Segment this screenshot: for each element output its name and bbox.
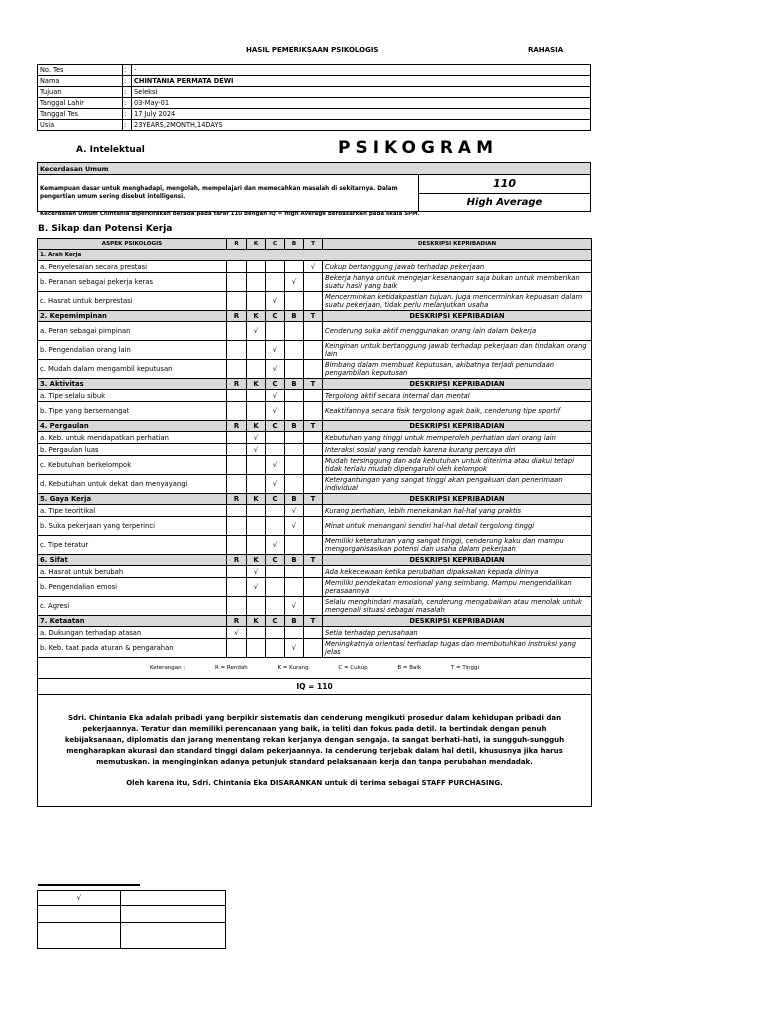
aspect-description: Tergolong aktif secara internal dan mental [323, 390, 592, 402]
identity-value: - [132, 65, 591, 76]
aspect-label: c. Tipe teratur [38, 536, 227, 555]
aspect-description: Kebutuhan yang tinggi untuk memperoleh perhatian dari orang lain [323, 432, 592, 444]
aspect-description: Meningkatnya orientasi terhadap tugas dan membutuhkan instruksi yang jelas [323, 639, 592, 658]
group-column-c: C [266, 311, 285, 322]
group-name: 4. Pergaulan [38, 421, 227, 432]
rating-cell-t [304, 505, 323, 517]
legend-t: T = Tinggi [450, 665, 480, 671]
check-mark-icon: √ [247, 322, 266, 341]
identity-table [37, 64, 591, 131]
check-mark-icon: √ [285, 505, 304, 517]
psychogram-table [37, 238, 592, 807]
rating-cell-r [227, 639, 247, 658]
group-column-deskripsi: DESKRIPSI KEPRIBADIAN [323, 616, 592, 627]
rating-cell-k [247, 639, 266, 658]
aspect-description: Setia terhadap perusahaan [323, 627, 592, 639]
aspect-row [38, 639, 592, 658]
intelligence-description: Kemampuan dasar untuk menghadapi, mengolah, mempelajari dan memecahkan masalah di sekitarnya. Dalam pengertian umum sering disebut intelligensi. [38, 175, 419, 212]
rating-cell-r [227, 456, 247, 475]
rating-cell-r [227, 505, 247, 517]
iq-score: 110 [419, 175, 591, 194]
group-column-deskripsi: DESKRIPSI KEPRIBADIAN [323, 421, 592, 432]
identity-row [38, 98, 591, 109]
rating-cell-b [285, 475, 304, 494]
identity-separator: : [123, 109, 132, 120]
rating-cell-t [304, 322, 323, 341]
rating-cell-b [285, 566, 304, 578]
aspect-row [38, 444, 592, 456]
rating-cell-c [266, 322, 285, 341]
group-column-r: R [227, 311, 247, 322]
aspect-label: a. Hasrat untuk berubah [38, 566, 227, 578]
aspect-label: c. Hasrat untuk berprestasi [38, 292, 227, 311]
rating-cell-r [227, 261, 247, 273]
rating-cell-b [285, 322, 304, 341]
identity-label: Nama [38, 76, 123, 87]
group-header-row [38, 616, 592, 627]
rating-cell-k [247, 360, 266, 379]
signature-cell [38, 906, 121, 923]
aspect-description: Memiliki keteraturan yang sangat tinggi, cenderung kaku dan mampu mengorganisasikan potensi dan usaha dalam pekerjaan [323, 536, 592, 555]
identity-label: No. Tes [38, 65, 123, 76]
group-column-b: B [285, 379, 304, 390]
aspect-label: a. Dukungan terhadap atasan [38, 627, 227, 639]
aspect-label: a. Penyelesaian secara prestasi [38, 261, 227, 273]
rating-cell-t [304, 432, 323, 444]
aspect-description: Ada kekecewaan ketika perubahan dipaksakan kepada dirinya [323, 566, 592, 578]
group-header-row [38, 311, 592, 322]
legend-row [38, 658, 592, 679]
rating-cell-c [266, 517, 285, 536]
identity-separator: : [123, 120, 132, 131]
rating-cell-k [247, 627, 266, 639]
rating-cell-k [247, 292, 266, 311]
signature-cell [121, 906, 226, 923]
aspect-description: Cukup bertanggung jawab terhadap pekerjaan [323, 261, 592, 273]
check-mark-icon: √ [247, 432, 266, 444]
group-name: 1. Arah Kerja [38, 250, 592, 261]
group-column-c: C [266, 379, 285, 390]
aspect-description: Minat untuk menangani sendiri hal-hal detail tergolong tinggi [323, 517, 592, 536]
rating-cell-k [247, 273, 266, 292]
rating-cell-t [304, 627, 323, 639]
aspect-description: Selalu menghindari masalah, cenderung mengabaikan atau menolak untuk mengenali situasi sebagai masalah [323, 597, 592, 616]
recommendation-text: Oleh karena itu, Sdri. Chintania Eka DISARANKAN untuk di terima sebagai STAFF PURCHASING. [126, 778, 503, 787]
aspect-row [38, 292, 592, 311]
group-column-deskripsi: DESKRIPSI KEPRIBADIAN [323, 555, 592, 566]
group-column-r: R [227, 379, 247, 390]
rating-cell-r [227, 390, 247, 402]
aspect-description: Keinginan untuk bertanggung jawab terhadap pekerjaan dan tindakan orang lain [323, 341, 592, 360]
rating-cell-b [285, 536, 304, 555]
aspect-row [38, 456, 592, 475]
rating-cell-r [227, 475, 247, 494]
intelligence-note: Kecerdasan Umum Chintania diperkirakan berada pada taraf 110 dengan IQ = High Average berdasarkan pada skala SPM. [40, 211, 420, 217]
check-mark-icon: √ [38, 891, 121, 906]
check-mark-icon: √ [266, 390, 285, 402]
group-column-c: C [266, 555, 285, 566]
group-column-t: T [304, 311, 323, 322]
group-column-t: T [304, 555, 323, 566]
rating-cell-k [247, 456, 266, 475]
aspect-row [38, 402, 592, 421]
group-column-b: B [285, 555, 304, 566]
check-mark-icon: √ [266, 341, 285, 360]
identity-value: 23YEARS,2MONTH,14DAYS [132, 120, 591, 131]
aspect-label: a. Tipe selalu sibuk [38, 390, 227, 402]
check-mark-icon: √ [285, 597, 304, 616]
rating-cell-c [266, 273, 285, 292]
rating-cell-b [285, 456, 304, 475]
rating-cell-t [304, 639, 323, 658]
check-mark-icon: √ [266, 402, 285, 421]
column-deskripsi: DESKRIPSI KEPRIBADIAN [323, 239, 592, 250]
check-mark-icon: √ [247, 444, 266, 456]
legend-prefix: Keterangan : [149, 665, 186, 671]
identity-separator: : [123, 87, 132, 98]
rating-cell-c [266, 597, 285, 616]
rating-cell-t [304, 444, 323, 456]
iq-classification: High Average [419, 193, 591, 212]
aspect-label: a. Keb. untuk mendapatkan perhatian [38, 432, 227, 444]
identity-row [38, 120, 591, 131]
rating-cell-r [227, 536, 247, 555]
rating-cell-t [304, 578, 323, 597]
aspect-label: c. Agresi [38, 597, 227, 616]
aspect-label: b. Pergaulan luas [38, 444, 227, 456]
group-name: 3. Aktivitas [38, 379, 227, 390]
identity-value: 03-May-01 [132, 98, 591, 109]
rating-cell-t [304, 402, 323, 421]
group-column-t: T [304, 616, 323, 627]
aspect-row [38, 505, 592, 517]
aspect-description: Memiliki pendekatan emosional yang seimbang. Mampu mengendalikan perasaannya [323, 578, 592, 597]
group-column-c: C [266, 421, 285, 432]
group-column-b: B [285, 494, 304, 505]
aspect-row [38, 566, 592, 578]
section-b-title: B. Sikap dan Potensi Kerja [38, 224, 173, 234]
check-mark-icon: √ [285, 639, 304, 658]
aspect-row [38, 432, 592, 444]
rating-cell-c [266, 578, 285, 597]
check-mark-icon: √ [247, 566, 266, 578]
identity-row [38, 87, 591, 98]
rating-cell-k [247, 475, 266, 494]
aspect-description: Bimbang dalam membuat keputusan, akibatnya terjadi penundaan pengambilan keputusan [323, 360, 592, 379]
rating-cell-t [304, 517, 323, 536]
check-mark-icon: √ [266, 456, 285, 475]
rating-cell-c [266, 261, 285, 273]
identity-label: Usia [38, 120, 123, 131]
column-c: C [266, 239, 285, 250]
rating-cell-k [247, 390, 266, 402]
aspect-description: Interaksi sosial yang rendah karena kurang percaya diri [323, 444, 592, 456]
aspect-row [38, 360, 592, 379]
rating-cell-t [304, 360, 323, 379]
rating-cell-r [227, 597, 247, 616]
rating-cell-r [227, 566, 247, 578]
group-column-r: R [227, 494, 247, 505]
group-name: 2. Kepemimpinan [38, 311, 227, 322]
signature-cell [121, 891, 226, 906]
column-r: R [227, 239, 247, 250]
column-k: K [247, 239, 266, 250]
group-column-t: T [304, 494, 323, 505]
group-header-row [38, 555, 592, 566]
confidential-label: RAHASIA [528, 46, 564, 54]
aspect-label: c. Kebutuhan berkelompok [38, 456, 227, 475]
aspect-label: b. Tipe yang bersemangat [38, 402, 227, 421]
aspect-description: Mencerminkan ketidakpastian tujuan. Juga mencerminkan kepuasan dalam suatu pekerjaan, tidak perlu melanjutkan usaha [323, 292, 592, 311]
aspect-label: b. Keb. taat pada aturan & pengarahan [38, 639, 227, 658]
group-column-deskripsi: DESKRIPSI KEPRIBADIAN [323, 494, 592, 505]
rating-cell-r [227, 402, 247, 421]
legend-r: R = Rendah [215, 665, 248, 671]
aspect-description: Keaktifannya secara fisik tergolong agak baik, cenderung tipe sportif [323, 402, 592, 421]
column-b: B [285, 239, 304, 250]
column-aspek: ASPEK PSIKOLOGIS [38, 239, 227, 250]
intelligence-table [37, 162, 591, 212]
group-column-b: B [285, 421, 304, 432]
group-header-row [38, 421, 592, 432]
group-header-row [38, 379, 592, 390]
rating-cell-t [304, 292, 323, 311]
rating-cell-r [227, 341, 247, 360]
rating-cell-k [247, 536, 266, 555]
group-name: 5. Gaya Kerja [38, 494, 227, 505]
check-mark-icon: √ [266, 292, 285, 311]
rating-cell-r [227, 322, 247, 341]
aspect-row [38, 390, 592, 402]
rating-cell-k [247, 341, 266, 360]
aspect-label: b. Peranan sebagai pekerja keras [38, 273, 227, 292]
identity-row [38, 65, 591, 76]
aspect-label: d. Kebutuhan untuk dekat dan menyayangi [38, 475, 227, 494]
rating-cell-t [304, 456, 323, 475]
group-column-c: C [266, 494, 285, 505]
rating-cell-b [285, 444, 304, 456]
signature-cell [121, 923, 226, 949]
identity-separator: : [123, 65, 132, 76]
identity-separator: : [123, 98, 132, 109]
legend-b: B = Baik [397, 665, 422, 671]
rating-cell-k [247, 402, 266, 421]
check-mark-icon: √ [266, 360, 285, 379]
identity-row [38, 109, 591, 120]
aspect-description: Cenderung suka aktif menggunakan orang lain dalam bekerja [323, 322, 592, 341]
rating-cell-t [304, 341, 323, 360]
rating-cell-c [266, 505, 285, 517]
group-column-c: C [266, 616, 285, 627]
check-mark-icon: √ [227, 627, 247, 639]
group-header-row [38, 250, 592, 261]
legend-k: K = Kurang [277, 665, 309, 671]
aspect-description: Bekerja hanya untuk mengejar kesenangan saja bukan untuk memberikan suatu hasil yang baik [323, 273, 592, 292]
identity-value: Seleksi [132, 87, 591, 98]
rating-cell-t [304, 536, 323, 555]
check-mark-icon: √ [285, 517, 304, 536]
group-column-k: K [247, 555, 266, 566]
rating-cell-b [285, 261, 304, 273]
signature-table [37, 890, 226, 949]
rating-cell-b [285, 390, 304, 402]
rating-cell-r [227, 292, 247, 311]
signature-cell [38, 923, 121, 949]
identity-label: Tanggal Lahir [38, 98, 123, 109]
rating-cell-b [285, 402, 304, 421]
rating-cell-r [227, 444, 247, 456]
check-mark-icon: √ [247, 578, 266, 597]
identity-separator: : [123, 76, 132, 87]
group-name: 6. Sifat [38, 555, 227, 566]
group-column-b: B [285, 616, 304, 627]
group-column-b: B [285, 311, 304, 322]
group-column-deskripsi: DESKRIPSI KEPRIBADIAN [323, 311, 592, 322]
group-column-k: K [247, 494, 266, 505]
group-name: 7. Ketaatan [38, 616, 227, 627]
rating-cell-t [304, 273, 323, 292]
aspect-description: Ketergantungan yang sangat tinggi akan pengakuan dan penerimaan individual [323, 475, 592, 494]
rating-cell-r [227, 432, 247, 444]
rating-cell-c [266, 627, 285, 639]
rating-cell-t [304, 566, 323, 578]
aspect-row [38, 578, 592, 597]
aspect-row [38, 261, 592, 273]
identity-value: 17 July 2024 [132, 109, 591, 120]
aspect-row [38, 475, 592, 494]
aspect-description: Mudah tersinggung dan ada kebutuhan untuk diterima atau diakui tetapi tidak terlalu mudah dipengaruhi oleh kelompok [323, 456, 592, 475]
aspect-row [38, 341, 592, 360]
aspect-row [38, 273, 592, 292]
group-column-k: K [247, 616, 266, 627]
rating-cell-r [227, 517, 247, 536]
report-title: HASIL PEMERIKSAAN PSIKOLOGIS [246, 46, 379, 54]
aspect-row [38, 322, 592, 341]
check-mark-icon: √ [266, 536, 285, 555]
group-column-r: R [227, 555, 247, 566]
group-column-r: R [227, 616, 247, 627]
identity-label: Tanggal Tes [38, 109, 123, 120]
identity-row [38, 76, 591, 87]
rating-cell-b [285, 292, 304, 311]
rating-cell-k [247, 597, 266, 616]
rating-cell-c [266, 444, 285, 456]
group-column-deskripsi: DESKRIPSI KEPRIBADIAN [323, 379, 592, 390]
intelligence-header: Kecerdasan Umum [38, 163, 591, 175]
aspect-label: b. Suka pekerjaan yang terperinci [38, 517, 227, 536]
group-header-row [38, 494, 592, 505]
check-mark-icon: √ [304, 261, 323, 273]
aspect-label: a. Tipe teoritikal [38, 505, 227, 517]
rating-cell-b [285, 578, 304, 597]
aspect-label: b. Pengendalian orang lain [38, 341, 227, 360]
summary-text: Sdri. Chintania Eka adalah pribadi yang berpikir sistematis dan cenderung mengikuti prosedur dalam kehidupan pribadi dan pekerjaannya. Teratur dan memiliki perencanaan yang baik, ia teliti dan fokus pada detil. Ia bertindak dengan penuh kebijaksanaan, diplomatis dan jarang menentang rekan kerjanya dengan sengaja. Ia sangat berhati-hati, ia sungguh-sungguh mengharapkan akurasi dan standard tinggi dalam pekerjaannya. Ia cenderung terjebak dalam hal detil, khususnya jika harus memutuskan. ia menginginkan adanya petunjuk standard pelaksanaan kerja dan tanpa perubahan mendadak. [64, 713, 565, 766]
identity-label: Tujuan [38, 87, 123, 98]
column-t: T [304, 239, 323, 250]
group-column-r: R [227, 421, 247, 432]
check-mark-icon: √ [285, 273, 304, 292]
rating-cell-b [285, 627, 304, 639]
rating-cell-c [266, 432, 285, 444]
rating-cell-c [266, 639, 285, 658]
aspect-row [38, 536, 592, 555]
aspect-label: c. Mudah dalam mengambil keputusan [38, 360, 227, 379]
summary-cell [38, 695, 592, 807]
check-mark-icon: √ [266, 475, 285, 494]
aspect-row [38, 597, 592, 616]
group-column-t: T [304, 421, 323, 432]
group-column-k: K [247, 311, 266, 322]
aspect-label: b. Pengendalian emosi [38, 578, 227, 597]
rating-cell-r [227, 578, 247, 597]
group-column-k: K [247, 421, 266, 432]
group-column-k: K [247, 379, 266, 390]
section-a-title: A. Intelektual [76, 145, 145, 155]
rating-cell-t [304, 597, 323, 616]
psikogram-title: PSIKOGRAM [338, 138, 499, 158]
iq-line: IQ = 110 [38, 679, 592, 695]
rating-cell-k [247, 261, 266, 273]
rating-cell-b [285, 341, 304, 360]
rating-cell-b [285, 360, 304, 379]
aspect-description: Kurang perhatian, lebih menekankan hal-hal yang praktis [323, 505, 592, 517]
rating-cell-r [227, 360, 247, 379]
aspect-row [38, 517, 592, 536]
rating-cell-t [304, 390, 323, 402]
rating-cell-b [285, 432, 304, 444]
signature-line [38, 884, 140, 886]
rating-cell-c [266, 566, 285, 578]
aspect-row [38, 627, 592, 639]
rating-cell-r [227, 273, 247, 292]
aspect-label: a. Peran sebagai pimpinan [38, 322, 227, 341]
identity-value: CHINTANIA PERMATA DEWI [132, 76, 591, 87]
legend-c: C = Cukup [338, 665, 368, 671]
group-column-t: T [304, 379, 323, 390]
rating-cell-k [247, 505, 266, 517]
rating-cell-k [247, 517, 266, 536]
rating-cell-t [304, 475, 323, 494]
